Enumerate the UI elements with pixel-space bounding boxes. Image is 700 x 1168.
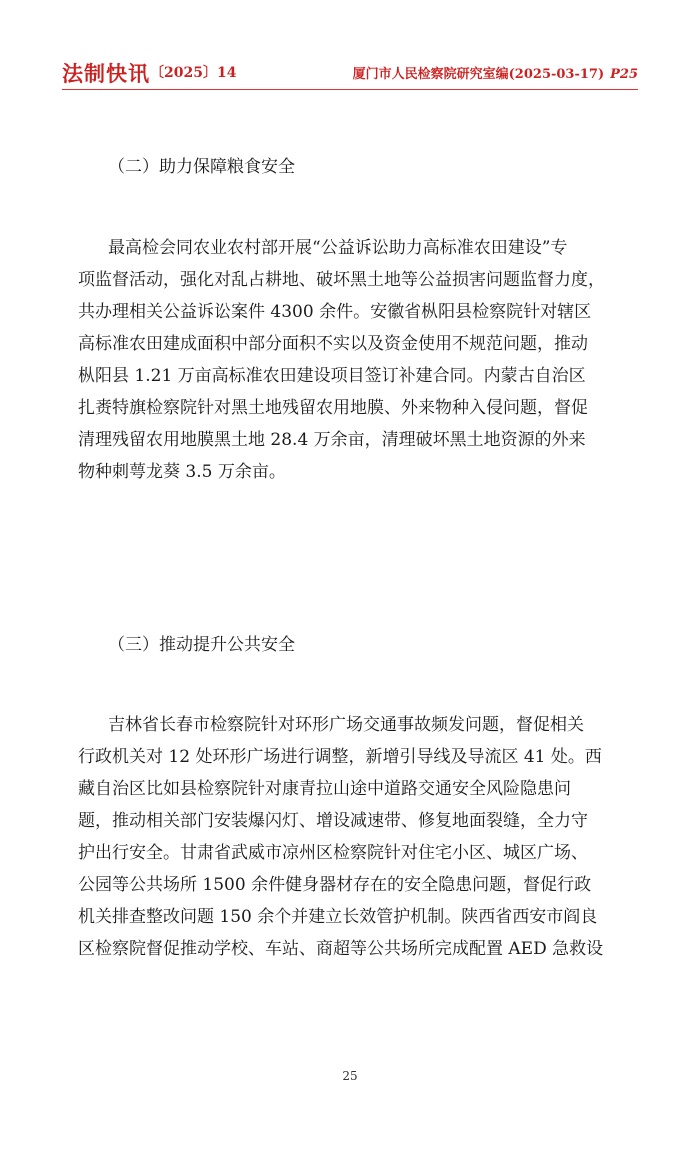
section-title: （三）推动提升公共安全 xyxy=(108,635,295,655)
paragraph-line: 物种刺萼龙葵 3.5 万余亩。 xyxy=(78,462,286,482)
paragraph-line: 最高检会同农业农村部开展“公益诉讼助力高标准农田建设”专 xyxy=(108,238,568,258)
paragraph-line: 扎赉特旗检察院针对黑土地残留农用地膜、外来物种入侵问题，督促 xyxy=(78,398,588,418)
paragraph-line: 护出行安全。甘肃省武威市凉州区检察院针对住宅小区、城区广场、 xyxy=(78,843,588,863)
issue-number: 〔2025〕14 xyxy=(150,65,237,81)
header-page-label: P25 xyxy=(610,67,638,82)
section-paragraph xyxy=(78,232,638,488)
publisher-name: 厦门市人民检察院研究室编(2025-03-17) xyxy=(352,67,605,82)
publication-brand: 法制快讯 xyxy=(62,62,150,86)
paragraph-line: 高标准农田建成面积中部分面积不实以及资金使用不规范问题，推动 xyxy=(78,334,588,354)
publisher-info xyxy=(353,63,638,82)
paragraph-line: 共办理相关公益诉讼案件 4300 余件。安徽省枞阳县检察院针对辖区 xyxy=(78,302,592,322)
paragraph-line: 行政机关对 12 处环形广场进行调整，新增引导线及导流区 41 处。西 xyxy=(78,747,602,767)
paragraph-line: 公园等公共场所 1500 余件健身器材存在的安全隐患问题，督促行政 xyxy=(78,875,592,895)
header-rule xyxy=(62,89,638,90)
section-paragraph xyxy=(78,709,638,965)
paragraph-line: 清理残留农用地膜黑土地 28.4 万余亩，清理破坏黑土地资源的外来 xyxy=(78,430,586,450)
paragraph-line: 枞阳县 1.21 万亩高标准农田建设项目签订补建合同。内蒙古自治区 xyxy=(78,366,586,386)
page-number: 25 xyxy=(342,1069,358,1083)
paragraph-line: 机关排查整改问题 150 余个并建立长效管护机制。陕西省西安市阎良 xyxy=(78,907,598,927)
paragraph-line: 项监督活动，强化对乱占耕地、破坏黑土地等公益损害问题监督力度， xyxy=(78,270,605,290)
paragraph-line: 吉林省长春市检察院针对环形广场交通事故频发问题，督促相关 xyxy=(108,715,584,735)
page-header xyxy=(62,58,638,86)
paragraph-line: 藏自治区比如县检察院针对康青拉山途中道路交通安全风险隐患问 xyxy=(78,779,571,799)
paragraph-line: 区检察院督促推动学校、车站、商超等公共场所完成配置 AED 急救设 xyxy=(78,939,604,959)
section-title: （二）助力保障粮食安全 xyxy=(108,157,295,177)
paragraph-line: 题，推动相关部门安装爆闪灯、增设减速带、修复地面裂缝，全力守 xyxy=(78,811,588,831)
